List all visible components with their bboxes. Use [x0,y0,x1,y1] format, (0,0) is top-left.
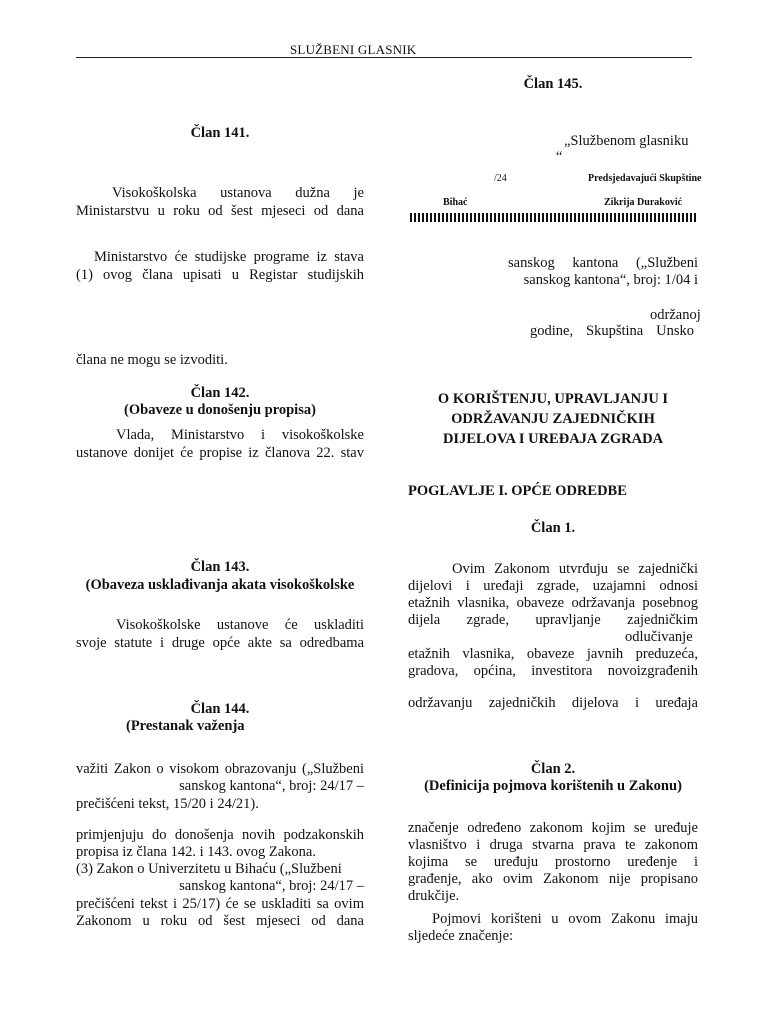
article-2-line: značenje određeno zakonom kojim se uređuje [408,820,698,836]
article-2-line: Pojmovi korišteni u ovom Zakonu imaju [432,911,698,927]
header-title: SLUŽBENI GLASNIK [290,42,417,57]
article-141-line: (1) ovog člana upisati u Registar studijskih [76,267,364,283]
article-144-line: sanskog kantona“, broj: 24/17 – [179,878,364,894]
law-title-line: O KORIŠTENJU, UPRAVLJANJU I [437,391,669,407]
article-144-line: propisa iz člana 142. i 143. ovog Zakona. [76,844,316,860]
article-2-subtitle: (Definicija pojmova korištenih u Zakonu) [424,778,682,794]
article-141-line: Ministarstvo će studijske programe iz stava [94,249,364,265]
article-2-line: sljedeće značenje: [408,928,514,944]
article-143-title: Član 143. [190,559,250,575]
law-intro-line: godine, Skupština Unsko [530,323,694,339]
article-1-line: etažnih vlasnika, obaveze javnih preduzeća, [408,646,698,662]
article-141-line: Visokoškolska ustanova dužna je [112,185,364,201]
law-title-line: ODRŽAVANJU ZAJEDNIČKIH [451,411,655,427]
article-1-line: održavanju zajedničkih dijelova i uređaja [408,695,698,711]
article-1-line: dijelovi i uređaji zgrade, uzajamni odnosi [408,578,698,594]
article-142-subtitle: (Obaveze u donošenju propisa) [124,402,316,418]
article-141-line: Ministarstvu u roku od šest mjeseci od dana [76,203,364,219]
article-142-line: ustanove donijet će propise iz članova 22. stav [76,445,364,461]
article-1-line: gradova, općina, investitora novoizgrađenih [408,663,698,679]
article-144-line: prečišćeni tekst i 25/17) će se uskladiti sa ovim [76,896,364,912]
article-2-line: vlasništvo i druga stvarna prava te zakonom [408,837,698,853]
law-intro-line: sanskog kantona („Službeni [508,255,698,271]
article-144-line: primjenjuju do donošenja novih podzakonskih [76,827,364,843]
article-144-line: Zakonom u roku od šest mjeseci od dana [76,913,364,929]
article-142-line: Vlada, Ministarstvo i visokoškolske [116,427,364,443]
separator-bar [410,213,698,222]
article-1-line: Ovim Zakonom utvrđuju se zajednički [452,561,698,577]
law-intro-line: održanoj [650,307,701,323]
article-143-line: svoje statute i druge opće akte sa odredbama [76,635,364,651]
article-142-title: Član 142. [190,385,250,401]
article-141-title: Član 141. [190,125,250,141]
article-1-line: etažnih vlasnika, obaveze održavanja posebnog [408,595,698,611]
article-1-title: Član 1. [530,520,576,536]
article-144-line: važiti Zakon o visokom obrazovanju („Službeni [76,761,364,777]
header-rule [76,57,692,58]
article-145-line: “ [556,149,563,165]
chapter-heading: POGLAVLJE I. OPĆE ODREDBE [408,483,627,499]
article-143-subtitle: (Obaveza usklađivanja akata visokoškolske [85,577,355,593]
signature-place: Bihać [443,197,468,208]
law-title-line: DIJELOVA I UREĐAJA ZGRADA [442,431,664,447]
article-144-line: (3) Zakon o Univerzitetu u Bihaću („Službeni [76,861,342,877]
article-141-line: člana ne mogu se izvoditi. [76,352,228,368]
article-1-line: odlučivanje [625,629,693,645]
article-145-title: Član 145. [523,76,583,92]
article-2-line: drukčije. [408,888,460,904]
signature-role: Predsjedavajući Skupštine [588,173,702,184]
article-143-line: Visokoškolske ustanove će uskladiti [116,617,364,633]
article-144-line: sanskog kantona“, broj: 24/17 – [179,778,364,794]
signature-number: /24 [494,173,507,184]
article-145-line: „Službenom glasniku [564,133,689,149]
article-2-line: građenje, ako ovim Zakonom nije propisano [408,871,698,887]
signature-name: Zikrija Duraković [604,197,683,208]
article-2-title: Član 2. [530,761,576,777]
law-intro-line: sanskog kantona“, broj: 1/04 i [523,272,698,288]
article-1-line: dijela zgrade, upravljanje zajedničkim [408,612,698,628]
article-144-subtitle: (Prestanak važenja [126,718,245,734]
article-144-line: prečišćeni tekst, 15/20 i 24/21). [76,796,259,812]
article-144-title: Član 144. [190,701,250,717]
article-2-line: kojima se uređuju prostorno uređenje i [408,854,698,870]
